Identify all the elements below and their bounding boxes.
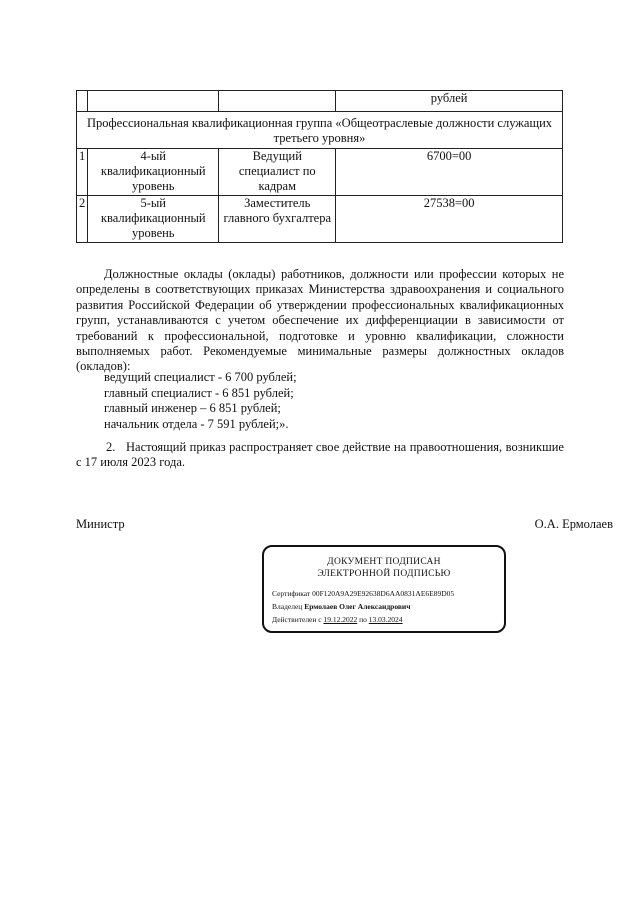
list-item: ведущий специалист - 6 700 рублей; <box>104 370 297 384</box>
salary-table <box>76 90 563 243</box>
electronic-signature-stamp <box>262 545 506 633</box>
qualification-level-cell: 5-ый квалификационный уровень <box>88 196 219 243</box>
list-item: главный специалист - 6 851 рублей; <box>104 385 294 400</box>
qualification-level-cell: 4-ый квалификационный уровень <box>88 149 219 196</box>
effective-date-paragraph <box>76 440 564 471</box>
salary-cell: 27538=00 <box>336 196 563 243</box>
signatory-name: О.А. Ермолаев <box>534 517 613 531</box>
table-row <box>77 149 563 196</box>
list-item: начальник отдела - 7 591 рублей;». <box>104 416 289 431</box>
paragraph-text: Настоящий приказ распространяет свое действие на правоотношения, возникшие с 17 июля 2023 года. <box>76 440 564 470</box>
stamp-title-line2: ЭЛЕКТРОННОЙ ПОДПИСЬЮ <box>317 569 451 579</box>
signatory-title: Министр <box>76 517 125 531</box>
table-row <box>77 196 563 243</box>
stamp-title-line1: ДОКУМЕНТ ПОДПИСАН <box>327 557 441 567</box>
stamp-validity: Действителен с 19.12.2022 по 13.03.2024 <box>272 615 403 624</box>
salary-paragraph: Должностные оклады (оклады) работников, должности или профессии которых не определены в соответствующих приказах Министерства здравоохранения и социального развития Российской Федерации об утверждении профессиональных квалификационных групп, устанавливаются с учетом обеспечение их дифференциации в зависимости от требований к профессиональной, подготовке и уровню квалификации, сложности выполняемых работ. Рекомендуемые минимальные размеры должностных окладов (окладов): <box>76 267 564 374</box>
salary-unit-cell: рублей <box>336 91 563 112</box>
position-cell: Ведущий специалист по кадрам <box>219 149 336 196</box>
group-title-cell: Профессиональная квалификационная группа «Общеотраслевые должности служащих третьего уровня» <box>77 112 563 149</box>
salary-list <box>104 370 297 432</box>
table-header-row <box>77 91 563 112</box>
salary-cell: 6700=00 <box>336 149 563 196</box>
stamp-owner: Владелец Ермолаев Олег Александрович <box>272 602 411 611</box>
list-item: главный инженер – 6 851 рублей; <box>104 401 281 416</box>
table-group-row <box>77 112 563 149</box>
position-cell: Заместитель главного бухгалтера <box>219 196 336 243</box>
row-number-cell: 1 <box>77 149 88 196</box>
row-number-cell: 2 <box>77 196 88 243</box>
stamp-certificate: Сертификат 00F120A9A29E92638D6AA0831AE6E89D05 <box>272 589 455 598</box>
paragraph-number: 2. <box>106 440 116 454</box>
